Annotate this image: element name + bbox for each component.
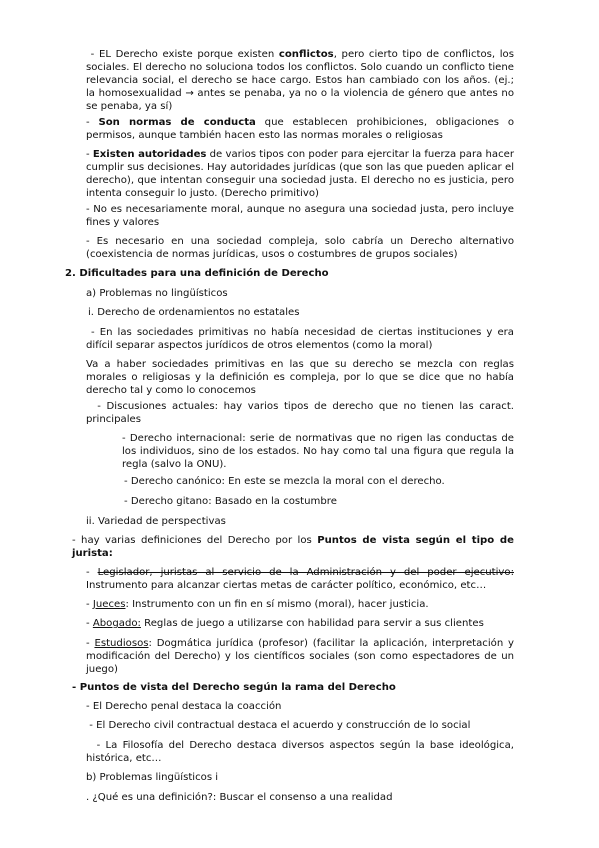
paragraph-filosofia [86, 739, 514, 765]
paragraph-no-moral: - No es necesariamente moral, aunque no asegura una sociedad justa, pero incluye fines y valores [86, 204, 514, 228]
text-body: Reglas de juego a utilizarse con habilidad para servir a sus clientes [140, 618, 484, 629]
paragraph-legislador [86, 566, 514, 592]
paragraph-autoridades [86, 148, 514, 200]
text-body: - Discusiones actuales: hay varios tipos de derecho que no tienen las caract. principales [86, 401, 514, 425]
paragraph-derecho-civil [86, 719, 514, 732]
text-body: Instrumento para alcanzar ciertas metas de carácter político, económico, etc… [86, 580, 487, 591]
text-body: - La Filosofía del Derecho destaca diversos aspectos según la base ideológica, histórica, etc… [86, 740, 514, 764]
paragraph-tipo-jurista [72, 534, 514, 560]
text-prefix: - hay varias definiciones del Derecho por los [72, 535, 318, 546]
heading-text: 2. Dificultades para una definición de Derecho [65, 268, 329, 279]
bold-term: conflictos [278, 49, 334, 60]
underlined-term: Legislador, juristas al servicio de la Administración y del poder ejecutivo: [97, 567, 514, 578]
subheading-ordenamientos: i. Derecho de ordenamientos no estatales [88, 307, 300, 318]
text-body: de varios tipos con poder para ejercitar la fuerza para hacer cumplir sus decisiones. Hay autoridades jurídicas (que son las que pueden aplicar el derecho), que intentan conseguir una sociedad justa. El derecho no es justicia, pero intenta conseguir lo justo. (Derecho primitivo) [86, 149, 514, 199]
paragraph-derecho-canonico: - Derecho canónico: En este se mezcla la moral con el derecho. [124, 476, 445, 487]
section-heading-2 [65, 267, 514, 280]
text-body: : Instrumento con un fin en sí mismo (moral), hacer justicia. [125, 599, 429, 610]
underlined-term: Estudiosos [94, 638, 149, 649]
paragraph-derecho-penal: - El Derecho penal destaca la coacción [86, 701, 282, 712]
paragraph-sociedad-compleja: - Es necesario en una sociedad compleja, solo cabría un Derecho alternativo (coexistencia de normas jurídicas, usos o costumbres de grupos sociales) [86, 236, 514, 260]
paragraph-jueces [86, 598, 514, 611]
text-body: : Dogmática jurídica (profesor) (facilitar la aplicación, interpretación y modificación del Derecho) y los científicos sociales (son como espectadores de un juego) [86, 638, 514, 675]
paragraph-estudiosos [86, 637, 514, 676]
text-body: que establecen prohibiciones, obligaciones o permisos, aunque también hacen esto las normas morales o religiosas [86, 117, 515, 141]
text-prefix: - [86, 149, 93, 160]
paragraph-abogado [86, 617, 514, 630]
text-prefix: - [86, 599, 93, 610]
paragraph-conflictos [86, 48, 514, 113]
text-prefix: - EL Derecho existe porque existen [90, 49, 279, 60]
bold-term: Son normas de conducta [98, 117, 256, 128]
paragraph-discusiones [86, 400, 514, 426]
bold-term: Puntos de vista según el tipo de jurista: [72, 535, 514, 559]
text-prefix: - [86, 638, 95, 649]
text-body: - El Derecho civil contractual destaca el acuerdo y construcción de lo social [89, 720, 471, 731]
text-prefix: - [86, 567, 98, 578]
paragraph-derecho-internacional: - Derecho internacional: serie de normativas que no rigen las conductas de los individuos, sino de los estados. No hay como tal una figura que regula la regla (salvo la ONU). [122, 433, 514, 470]
bold-term: Existen autoridades [92, 149, 207, 160]
paragraph-definicion: . ¿Qué es una definición?: Buscar el consenso a una realidad [86, 792, 393, 803]
paragraph-sociedades-primitivas [86, 326, 514, 352]
text-body: , pero cierto tipo de conflictos, los sociales. El derecho no soluciona todos los conflictos. Solo cuando un conflicto tiene relevancia social, el derecho se hace cargo. Estos han cambiado con los años. (ej.; la homosexualidad → antes se penaba, ya no o la violencia de género que antes no se penaba, ya sí) [86, 49, 514, 112]
subheading-variedad-perspectivas: ii. Variedad de perspectivas [86, 516, 226, 527]
heading-text: - Puntos de vista del Derecho según la rama del Derecho [72, 682, 396, 693]
subheading-problemas-no-linguisticos: a) Problemas no lingüísticos [86, 288, 228, 299]
paragraph-normas-conducta [86, 116, 514, 142]
underlined-term: Jueces [92, 599, 126, 610]
heading-rama-derecho [72, 681, 514, 694]
underlined-term: Abogado: [92, 618, 141, 629]
text-prefix: - [86, 618, 93, 629]
paragraph-derecho-gitano: - Derecho gitano: Basado en la costumbre [124, 496, 337, 507]
subheading-problemas-linguisticos: b) Problemas lingüísticos i [86, 772, 219, 783]
text-prefix: - [86, 117, 99, 128]
text-body: - En las sociedades primitivas no había necesidad de ciertas instituciones y era difícil separar aspectos jurídicos de otros elementos (como la moral) [86, 327, 514, 351]
paragraph-reglas-morales: Va a haber sociedades primitivas en las que su derecho se mezcla con reglas morales o religiosas y la definición es compleja, por lo que se dice que no había derecho tal y como lo conocemos [86, 359, 514, 396]
